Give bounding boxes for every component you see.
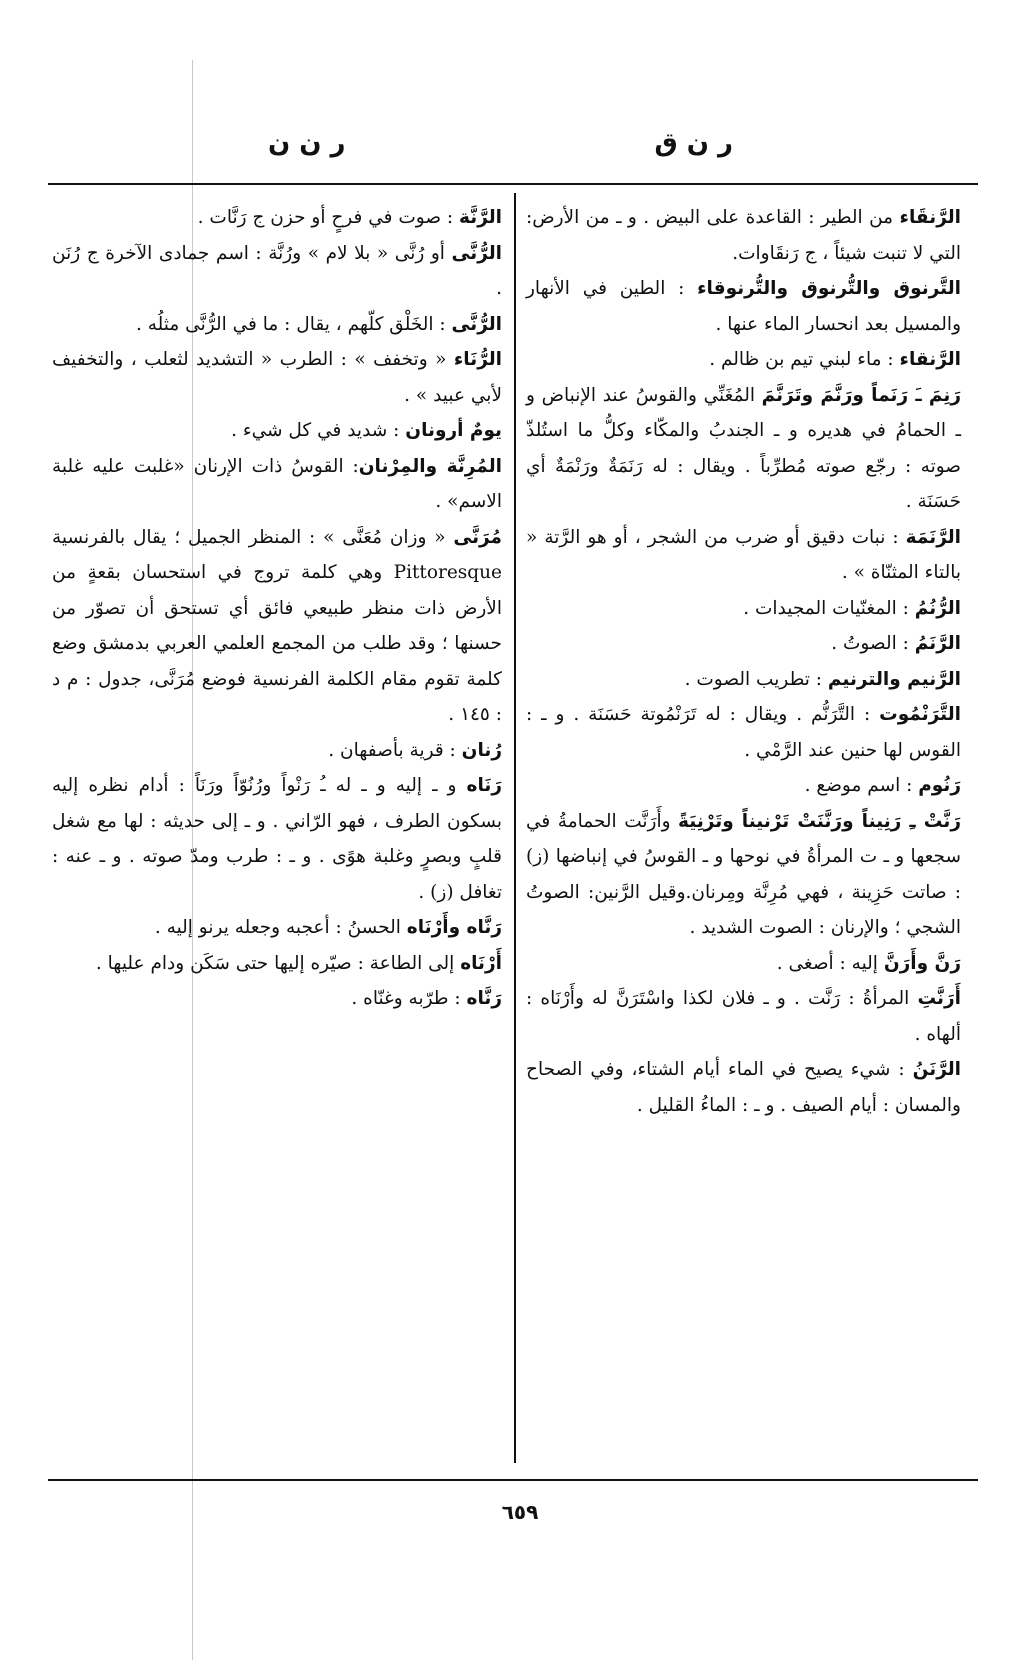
entry-definition: : شديد في كل شيء . — [231, 420, 406, 442]
entry-definition: و ـ إليه و ـ له ـُ رَنْواً ورُنُوّاً ورَنَاً : أدام نظره إليه بسكون الطرف ، فهو الرّاني . و ـ إلى حديثه : لها مع شغل قلبٍ وبصرٍ وغلبة هوًى . و ـ : طرب ومدّ صوته . و ـ عنه : تغافل (ز) . — [52, 775, 502, 903]
entry-headword: رَنِمَ ـَ رَنَماً ورَنَّمَ وتَرَنَّمَ — [761, 384, 961, 406]
dictionary-entry — [52, 449, 502, 520]
dictionary-entry — [526, 342, 961, 378]
entry-headword: الرَّنَّة — [459, 207, 502, 228]
entry-definition: المرأةُ : رَنَّت . و ـ فلان لكذا واسْتَرَنَّ له وأَرْنَاه : ألهاه . — [526, 988, 961, 1045]
left-column — [52, 200, 502, 1017]
dictionary-entry — [52, 236, 502, 307]
dictionary-entry — [526, 804, 961, 946]
dictionary-entry — [526, 768, 961, 804]
entry-definition: : نبات دقيق أو ضرب من الشجر ، أو هو الرَّتة « بالتاء المثنّاة » . — [526, 526, 961, 584]
entry-definition: : شيء يصيح في الماء أيام الشتاء، وفي الصحاح والمسان : أيام الصيف . و ـ : الماءُ القليل . — [526, 1059, 961, 1116]
entry-headword: رَنَّ وأَرَنَّ — [883, 952, 961, 974]
entry-headword: يومٌ أرونان — [405, 420, 502, 442]
header-rule — [48, 183, 978, 185]
dictionary-entry — [526, 626, 961, 662]
entry-definition: : قرية بأصفهان . — [328, 739, 462, 761]
entry-definition: : التَّرَنُّم . ويقال : له تَرَنْمُوتة حَسَنَة . و ـ : القوس لها حنين عند الرَّمْي . — [526, 704, 961, 761]
entry-definition: إلى الطاعة : صيّره إليها حتى سَكَن ودام عليها . — [95, 952, 461, 974]
entry-headword: مُرَنَّى — [453, 526, 502, 548]
entry-headword: رَنَّاه وأَرْنَاه — [406, 917, 502, 939]
dictionary-entry — [526, 946, 961, 982]
entry-headword: أَرَنَّتِ — [917, 988, 961, 1010]
dictionary-entry — [52, 946, 502, 982]
dictionary-entry — [526, 697, 961, 768]
entry-headword: المُرِنَّة والمِرْنان — [358, 455, 502, 477]
entry-headword: الرُّنَاء — [453, 349, 502, 371]
dictionary-entry — [52, 910, 502, 946]
entry-definition: : المغنّيات المجيدات . — [743, 597, 915, 619]
dictionary-entry — [52, 768, 502, 910]
dictionary-entry — [526, 981, 961, 1052]
entry-definition: : الطين في الأنهار والمسيل بعد انحسار الماء عنها . — [526, 278, 961, 335]
header-root-left: ر ن ن — [268, 128, 346, 158]
dictionary-entry — [526, 271, 961, 342]
entry-headword: رَنَّتْ ـِ رَنِيناً ورَنَّنَتْ تَرْنيناً وتَرْنِيَةً — [678, 810, 961, 832]
entry-headword: الرَّنقاء — [899, 349, 961, 371]
entry-headword: رَنُوم — [918, 775, 961, 797]
dictionary-entry — [52, 307, 502, 343]
entry-definition: من الطير : القاعدة على البيض . و ـ من الأرض: التي لا تنبت شيئاً ، ج رَنقَاوات. — [526, 207, 961, 264]
entry-definition: « وزان مُعَنَّى » : المنظر الجميل ؛ يقال بالفرنسية Pittoresque وهي كلمة تروج في استحسان بقعةٍ من الأرض ذات منظر طبيعي فائق أي تستحق أن تصوّر من حسنها ؛ وقد طلب من المجمع العلمي العربي بدمشق وضع كلمة تقوم مقام الكلمة الفرنسية فوضع مُرَنَّى، جدول : م د : ١٤٥ . — [52, 526, 502, 726]
entry-headword: التَّرنوق والتُّرنوق والتُّرنوقاء — [697, 278, 961, 300]
dictionary-entry — [526, 662, 961, 698]
dictionary-entry — [526, 591, 961, 627]
entry-headword: الرُّنَّى — [451, 242, 502, 264]
entry-headword: الرَّنَمُ — [914, 633, 961, 655]
entry-definition: « وتخفف » : الطرب « التشديد لثعلب ، والتخفيف لأبي عبيد » . — [52, 349, 502, 406]
entry-headword: الرَّنَمَة — [905, 526, 961, 548]
entry-definition: المُغَنِّي والقوسُ عند الإنباض و ـ الحمامُ في هديره و ـ الجندبُ والمكّاء وكلُّ ما استُلذّ صوته : رجّع صوته مُطرِّباً . ويقال : له رَنَمَةٌ ورَنْمَةٌ أي حَسَنَة . — [526, 384, 961, 513]
dictionary-entry — [52, 413, 502, 449]
entry-definition: وأَرَنَّت الحمامةُ في سجعها و ـ ت المرأةُ في نوحها و ـ القوسُ في إنباضها (ز) : صاتت حَزِينة ، فهي مُرِنَّة ومِرنان.وقيل الرَّنين: الصوتُ الشجي ؛ والإرنان : الصوت الشديد . — [526, 810, 961, 939]
header-root-right: ر ن ق — [654, 128, 733, 158]
dictionary-entry — [52, 981, 502, 1017]
entry-definition: : طرّبه وغنّاه . — [351, 988, 467, 1010]
right-column — [526, 200, 961, 1123]
footer-rule — [48, 1479, 978, 1481]
entry-headword: الرَّنقَاء — [899, 207, 961, 228]
entry-headword: الرَّنَنُ — [912, 1059, 961, 1081]
entry-definition: الحسنُ : أعجبه وجعله يرنو إليه . — [154, 917, 407, 939]
entry-definition: : الخَلْق كلّهم ، يقال : ما في الرُّنَّى مثلُه . — [136, 313, 452, 335]
entry-headword: رَنَّاه — [466, 988, 502, 1010]
dictionary-entry — [526, 1052, 961, 1123]
entry-headword: أَرْنَاه — [460, 952, 502, 974]
column-divider — [514, 193, 516, 1463]
dictionary-entry — [52, 342, 502, 413]
entry-definition: : صوت في فرحٍ أو حزن ج رَنَّات . — [197, 207, 460, 228]
entry-definition: : القوسُ ذات الإرنان «غلبت عليه غلبة الاسم» . — [52, 455, 502, 513]
entry-headword: رُنان — [461, 739, 502, 761]
entry-headword: الرَّنيم والترنيم — [827, 668, 961, 690]
dictionary-entry — [52, 520, 502, 733]
dictionary-entry — [52, 200, 502, 236]
entry-headword: التَّرَنْمُوت — [879, 704, 961, 726]
dictionary-entry — [526, 378, 961, 520]
dictionary-entry — [52, 733, 502, 769]
entry-headword: الرُّنَّى — [451, 313, 502, 335]
entry-definition: : اسم موضع . — [804, 775, 919, 797]
entry-definition: : ماء لبني تيم بن ظالم . — [709, 349, 900, 371]
entry-headword: الرُّنُمُ — [914, 597, 961, 619]
entry-definition: : تطريب الصوت . — [684, 668, 828, 690]
page-number: ٦٥٩ — [501, 1500, 539, 1524]
entry-headword: رَنَاه — [466, 775, 502, 797]
entry-definition: إليه : أصغى . — [776, 952, 884, 974]
entry-definition: أو رُنَّى « بلا لام » ورُنَّة : اسم جمادى الآخرة ج رُنَن . — [52, 242, 502, 300]
entry-definition: : الصوتُ . — [831, 633, 915, 655]
dictionary-entry — [526, 200, 961, 271]
dictionary-entry — [526, 520, 961, 591]
